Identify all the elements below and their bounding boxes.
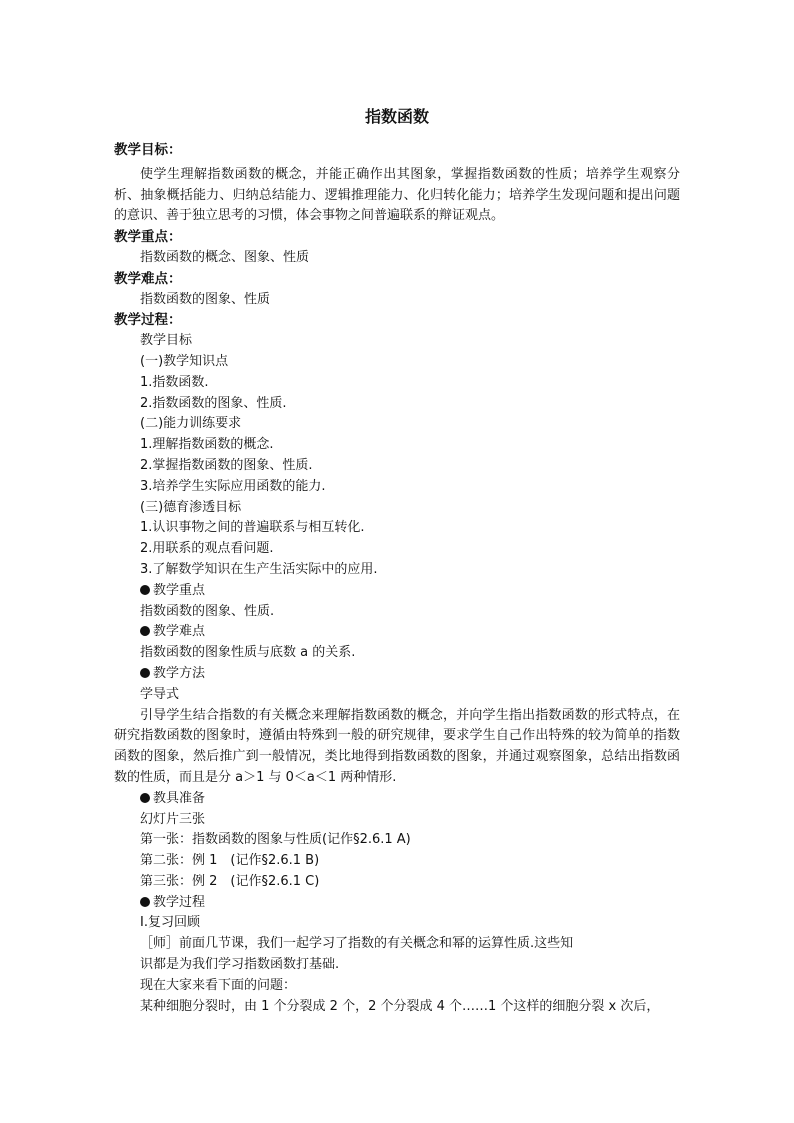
process-line: 学导式 [140,686,180,702]
bullet-heading [114,789,680,810]
process-line: 现在大家来看下面的问题： [140,977,297,993]
document-body [114,140,680,1017]
process-line: 指数函数的图象性质与底数 a 的关系. [140,645,356,661]
page-title: 指数函数 [364,107,429,126]
key-points-text: 指数函数的概念、图象、性质 [140,249,310,265]
process-line: 指数函数的图象、性质. [140,603,275,619]
process-line: 第一张：指数函数的图象与性质(记作§2.6.1 A) [140,832,411,848]
bullet-dot-icon [140,897,150,907]
bullet-label: 教学过程 [153,894,206,910]
process-line: 1.认识事物之间的普遍联系与相互转化. [140,520,365,536]
bullet-dot-icon [140,668,150,678]
bullet-label: 教具准备 [153,790,206,806]
bullet-label: 教学方法 [153,665,206,681]
process-line: 1.理解指数函数的概念. [140,437,274,453]
process-line: 3.了解数学知识在生产生活实际中的应用. [140,561,378,577]
goals-heading: 教学目标： [114,142,182,158]
process-line: 第三张：例 2 (记作§2.6.1 C) [140,873,320,889]
goals-paragraph: 使学生理解指数函数的概念，并能正确作出其图象，掌握指数函数的性质；培养学生观察分析、抽象概括能力、归纳总结能力、逻辑推理能力、化归转化能力；培养学生发现问题和提出问题的意识、善于独立思考的习惯，体会事物之间普遍联系的辩证观点。 [114,166,680,224]
bullet-dot-icon [140,585,150,595]
process-line: (三)德育渗透目标 [140,499,242,515]
process-line: Ⅰ.复习回顾 [140,915,200,931]
bullet-label: 教学重点 [153,582,206,598]
process-line: (一)教学知识点 [140,353,229,369]
process-line: 3.培养学生实际应用函数的能力. [140,478,326,494]
process-line: 教学目标 [140,333,193,349]
key-points-heading: 教学重点： [114,229,182,246]
process-line: 识都是为我们学习指数函数打基础. [140,957,340,973]
bullet-heading [114,893,680,914]
process-heading: 教学过程： [114,312,182,329]
process-line: 2.掌握指数函数的图象、性质. [140,457,313,473]
bullet-heading [114,581,680,602]
difficulty-text: 指数函数的图象、性质 [140,291,271,307]
process-line: 1.指数函数. [140,374,209,390]
process-line: 2.用联系的观点看问题. [140,541,274,557]
difficulty-heading: 教学难点： [114,270,182,287]
process-line: (二)能力训练要求 [140,416,242,432]
bullet-label: 教学难点 [153,624,206,640]
process-line: 2.指数函数的图象、性质. [140,395,287,411]
bullet-heading [114,622,680,643]
process-line: ［师］前面几节课，我们一起学习了指数的有关概念和幂的运算性质.这些知 [140,936,574,952]
bullet-dot-icon [140,793,150,803]
bullet-dot-icon [140,626,150,636]
method-paragraph: 引导学生结合指数的有关概念来理解指数函数的概念，并向学生指出指数函数的形式特点，在研究指数函数的图象时，遵循由特殊到一般的研究规律，要求学生自己作出特殊的较为简单的指数函数的图象，然后推广到一般情况，类比地得到指数函数的图象，并通过观察图象，总结出指数函数的性质，而且是分 a＞1 与 0＜a＜1 两种情形. [114,707,680,785]
process-line: 某种细胞分裂时，由 1 个分裂成 2 个，2 个分裂成 4 个……1 个这样的细胞分裂 x 次后， [140,998,660,1014]
bullet-heading [114,664,680,685]
process-line: 第二张：例 1 (记作§2.6.1 B) [140,853,320,869]
process-line: 幻灯片三张 [140,811,206,827]
